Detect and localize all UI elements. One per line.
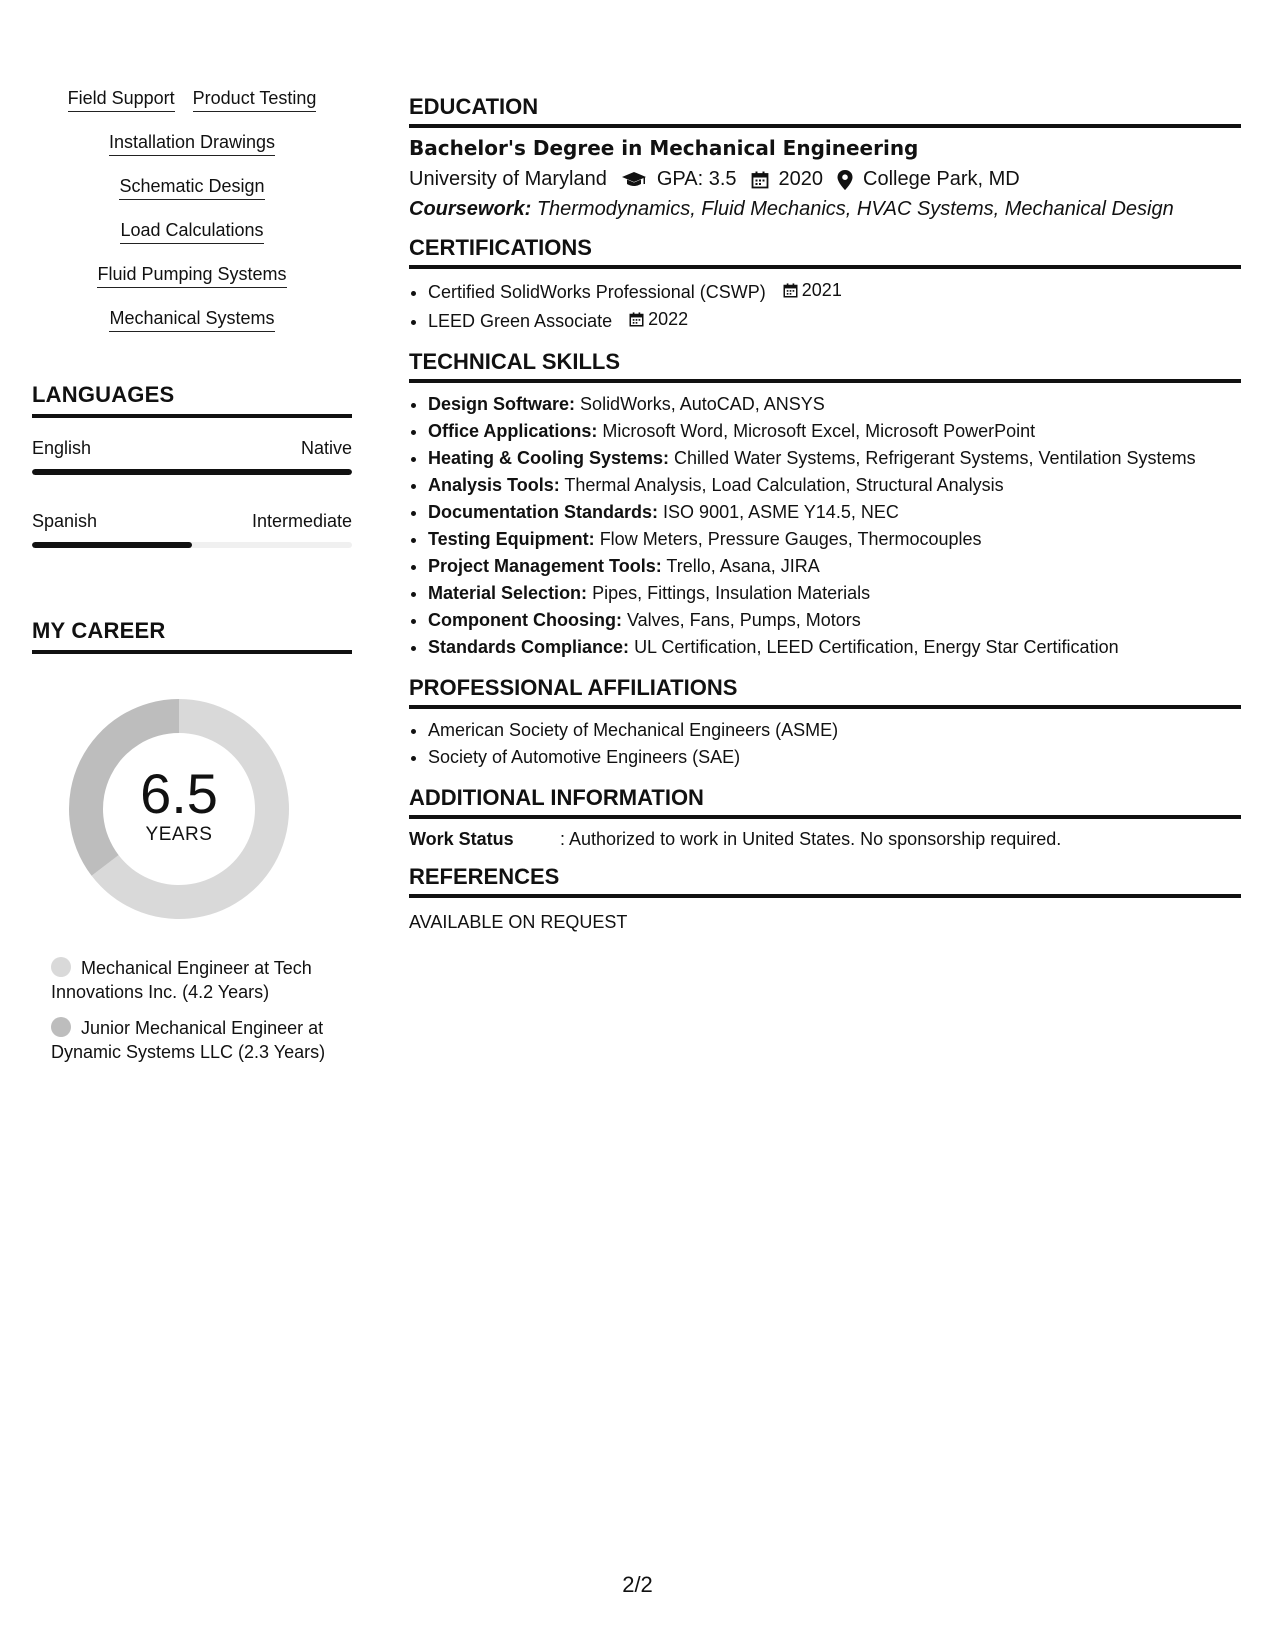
affiliations-list [409,717,1241,771]
degree-title: Bachelor's Degree in Mechanical Engineering [409,136,919,160]
skill-tag: Mechanical Systems [109,306,274,332]
gpa: GPA: 3.5 [656,168,737,190]
education-title: EDUCATION [409,94,1241,128]
skill-label: Standards Compliance: [428,637,630,657]
skill-tags [32,86,352,332]
affiliations-section [409,675,1241,771]
skill-tag: Installation Drawings [109,130,275,156]
right-column [409,94,1241,947]
language-row [32,511,352,532]
language-name: English [32,438,92,458]
skill-item [428,418,1241,445]
legend-label: Mechanical Engineer at Tech Innovations Inc. (4.2 Years) [51,958,312,1002]
skill-tag: Product Testing [193,86,317,112]
skill-item [428,445,1241,472]
school-location: College Park, MD [863,168,1020,190]
skill-tag: Load Calculations [120,218,263,244]
skill-label: Material Selection: [428,583,588,603]
technical-skills-title: TECHNICAL SKILLS [409,349,1241,383]
skill-value: Microsoft Word, Microsoft Excel, Microsoft PowerPoint [602,421,1036,441]
language-level-bar [32,469,352,475]
skill-tag: Schematic Design [119,174,264,200]
coursework-list: Thermodynamics, Fluid Mechanics, HVAC Systems, Mechanical Design [536,198,1174,220]
certification-year: 2021 [801,280,842,300]
skill-value: Thermal Analysis, Load Calculation, Structural Analysis [564,475,1004,495]
coursework-label: Coursework: [409,198,532,220]
language-name: Spanish [32,511,98,531]
certifications-list [409,277,1241,335]
legend-dot [51,1017,71,1037]
career-title: MY CAREER [32,618,352,654]
skill-item [428,607,1241,634]
references-section [409,864,1241,933]
certification-name: Certified SolidWorks Professional (CSWP) [428,282,766,302]
additional-info-section [409,785,1241,850]
skill-value: Valves, Fans, Pumps, Motors [626,610,861,630]
skill-item [428,526,1241,553]
skill-item [428,499,1241,526]
additional-info-title: ADDITIONAL INFORMATION [409,785,1241,819]
language-level-fill [32,469,352,475]
language-level: Intermediate [251,511,352,531]
calendar-icon [783,283,798,298]
skill-label: Project Management Tools: [428,556,662,576]
skill-label: Analysis Tools: [428,475,560,495]
skill-label: Office Applications: [428,421,598,441]
skill-value: SolidWorks, AutoCAD, ANSYS [580,394,825,414]
school-name: University of Maryland [409,168,607,190]
location-pin-icon [837,170,853,190]
career-years-unit: YEARS [145,824,213,845]
languages-section [32,382,352,548]
skill-label: Testing Equipment: [428,529,595,549]
legend-dot [51,957,71,977]
skill-value: Pipes, Fittings, Insulation Materials [592,583,871,603]
certification-name: LEED Green Associate [428,311,613,331]
calendar-icon [751,171,769,189]
certification-item [428,277,1241,306]
graduation-cap-icon [621,171,647,189]
education-section [409,94,1241,221]
skill-label: Documentation Standards: [428,502,659,522]
certifications-section [409,235,1241,335]
career-legend [51,956,331,1064]
donut-center [64,694,294,924]
calendar-icon [629,312,644,327]
language-level-bar [32,542,352,548]
graduation-year: 2020 [778,168,824,190]
certifications-title: CERTIFICATIONS [409,235,1241,269]
legend-item [51,956,331,1004]
legend-label: Junior Mechanical Engineer at Dynamic Systems LLC (2.3 Years) [51,1018,326,1062]
technical-skills-section [409,349,1241,661]
career-total-years: 6.5 [140,762,218,825]
skill-value: UL Certification, LEED Certification, Energy Star Certification [634,637,1119,657]
certification-item [428,306,1241,335]
affiliations-title: PROFESSIONAL AFFILIATIONS [409,675,1241,709]
skill-value: ISO 9001, ASME Y14.5, NEC [663,502,899,522]
coursework [409,198,1241,221]
affiliation-item: • American Society of Mechanical Engineers (ASME) [428,717,1241,744]
skill-item [428,391,1241,418]
language-level: Native [300,438,352,458]
skill-label: Component Choosing: [428,610,622,630]
references-text: AVAILABLE ON REQUEST [409,912,628,932]
skill-value: Trello, Asana, JIRA [666,556,820,576]
skill-tag: Field Support [68,86,175,112]
skill-label: Design Software: [428,394,576,414]
affiliation-item: • Society of Automotive Engineers (SAE) [428,744,1241,771]
skill-item [428,580,1241,607]
education-details [409,168,1241,191]
skill-item [428,553,1241,580]
skill-item [428,472,1241,499]
language-row [32,438,352,459]
references-title: REFERENCES [409,864,1241,898]
languages-title: LANGUAGES [32,382,352,418]
page-number: 2/2 [622,1572,653,1597]
skill-value: Chilled Water Systems, Refrigerant Systems, Ventilation Systems [674,448,1196,468]
work-status-value: : Authorized to work in United States. No sponsorship required. [560,829,1062,849]
left-column [32,86,352,1076]
certification-year: 2022 [648,309,689,329]
skill-item [428,634,1241,661]
skill-label: Heating & Cooling Systems: [428,448,670,468]
technical-skills-list [409,391,1241,661]
legend-item [51,1016,331,1064]
skill-value: Flow Meters, Pressure Gauges, Thermocouples [599,529,982,549]
language-level-fill [32,542,192,548]
skill-tag: Fluid Pumping Systems [97,262,286,288]
career-section [32,618,352,1064]
career-donut-chart [64,694,294,924]
work-status-label: Work Status [409,829,514,849]
work-status [409,829,1241,850]
